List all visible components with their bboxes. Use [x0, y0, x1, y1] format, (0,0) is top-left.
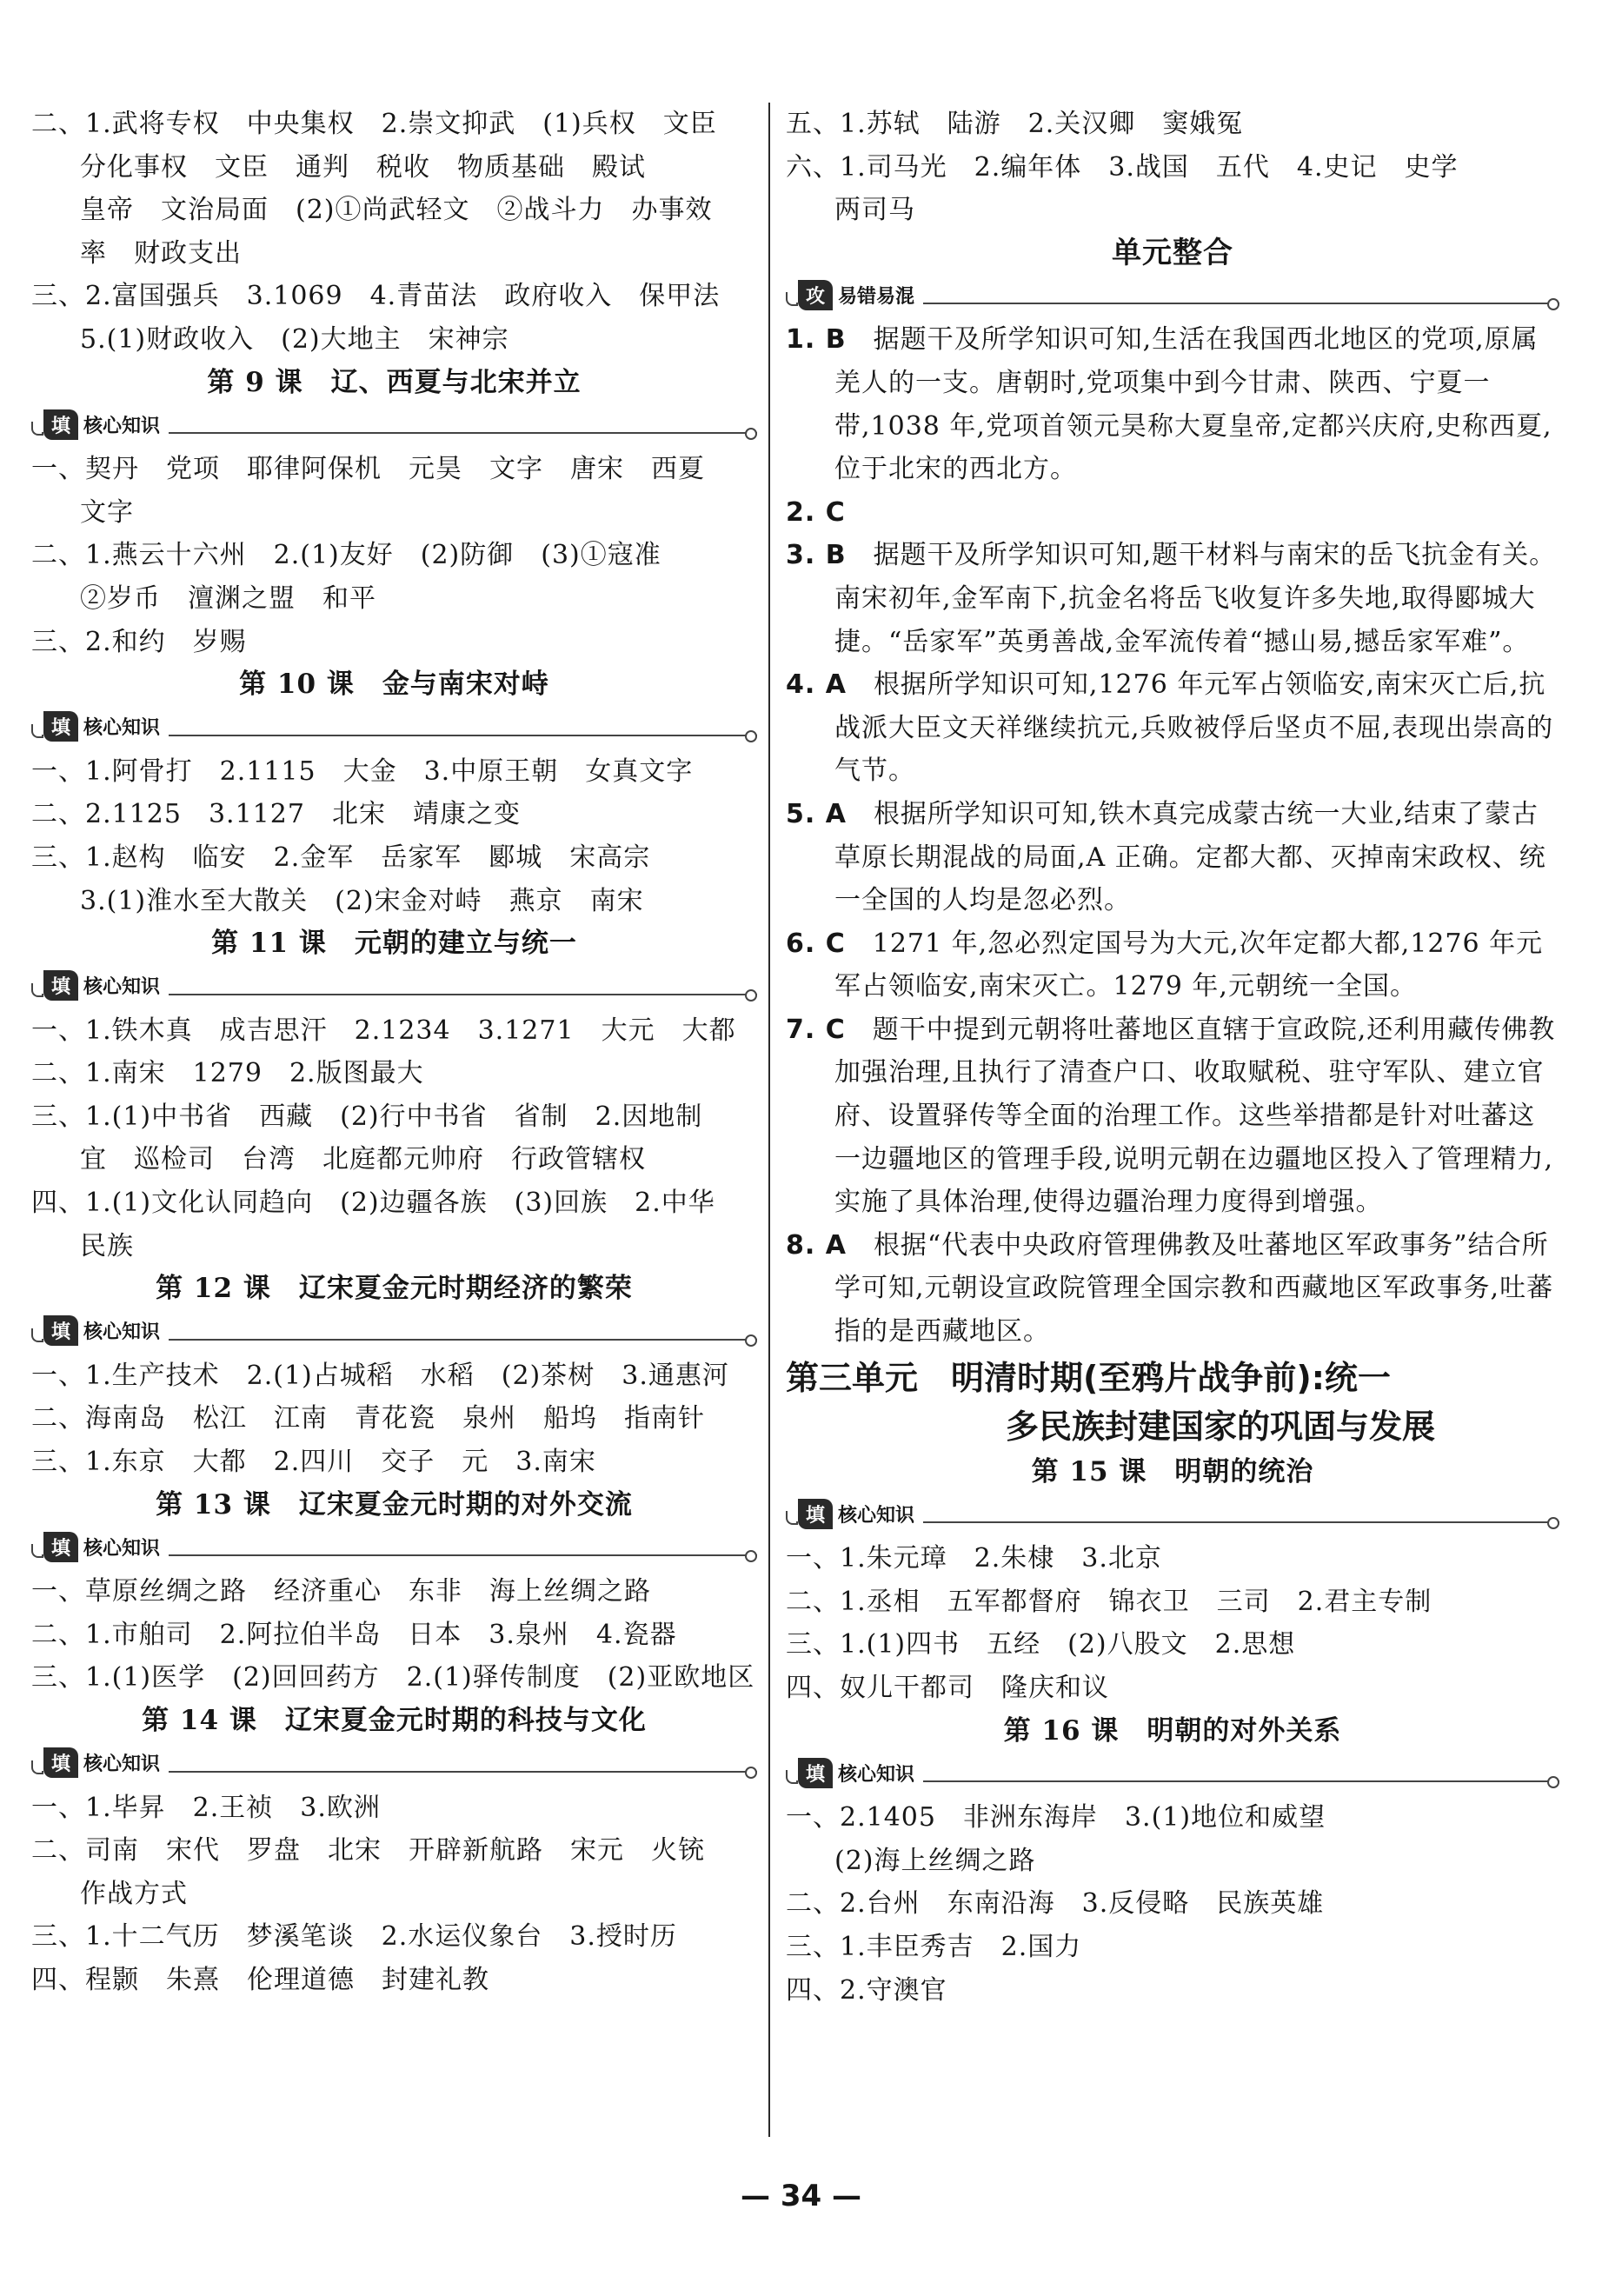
answer-line: (2)海上丝绸之路 [834, 1845, 1036, 1876]
answer-line: 四、1.(1)文化认同趋向 (2)边疆各族 (3)回族 2.中华 [31, 1188, 715, 1219]
answer-line: 六、1.司马光 2.编年体 3.战国 五代 4.史记 史学 [786, 151, 1459, 183]
answer-line: 三、1.(1)医学 (2)回回药方 2.(1)驿传制度 (2)亚欧地区 [31, 1662, 755, 1694]
answer-line: 三、2.富国强兵 3.1069 4.青苗法 政府收入 保甲法 [31, 281, 721, 312]
unit-3-title-line1: 第三单元 明清时期(至鸦片战争前):统一 [786, 1358, 1391, 1397]
explanation-item: 2. C [786, 496, 846, 528]
answer-line: 四、程颢 朱熹 伦理道德 封建礼教 [31, 1964, 489, 1995]
answer-line: 率 财政支出 [80, 237, 242, 269]
answer-line: 3.(1)淮水至大散关 (2)宋金对峙 燕京 南宋 [80, 885, 644, 916]
section-label [786, 1754, 1559, 1793]
label-text: 核心知识 [83, 1754, 161, 1776]
reform-answers [31, 103, 757, 362]
answer-line: 文字 [80, 496, 134, 528]
answer-line: 三、1.(1)中书省 西藏 (2)行中书省 省制 2.因地制 [31, 1101, 703, 1132]
answer-line: 一、1.朱元璋 2.朱棣 3.北京 [786, 1543, 1162, 1574]
label-badge: 填 [43, 711, 78, 742]
explanation-item: 1. B 据题干及所学知识可知,生活在我国西北地区的党项,原属羌人的一支。唐朝时,党项集中到今甘肃、陕西、宁夏一带,1038 年,党项首领元昊称大夏皇帝,定都兴庆府,史称西夏,位于北宋的西北方。 [786, 324, 1552, 485]
explanation-item: 5. A 根据所学知识可知,铁木真完成蒙古统一大业,结束了蒙古草原长期混战的局面,A 正确。定都大都、灭掉南宋政权、统一全国的人均是忽必烈。 [786, 798, 1546, 916]
section-label [31, 968, 757, 1006]
left-column [31, 103, 757, 2002]
answer-line: 四、2.守澳官 [786, 1974, 947, 2006]
lesson-16-title: 第 16 课 明朝的对外关系 [1003, 1714, 1342, 1747]
label-badge: 填 [43, 1532, 78, 1562]
answer-line: 作战方式 [80, 1878, 188, 1909]
answer-line: 三、1.赵构 临安 2.金军 岳家军 郾城 宋高宗 [31, 842, 651, 873]
answer-line: 三、1.东京 大都 2.四川 交子 元 3.南宋 [31, 1447, 596, 1478]
lesson-12-title: 第 12 课 辽宋夏金元时期经济的繁荣 [156, 1273, 633, 1305]
label-text: 核心知识 [83, 1321, 161, 1344]
answer-line: 五、1.苏轼 陆游 2.关汉卿 窦娥冤 [786, 109, 1244, 139]
answer-line: 一、1.铁木真 成吉思汗 2.1234 3.1271 大元 大都 [31, 1015, 736, 1046]
section-label [786, 276, 1559, 315]
label-text: 核心知识 [838, 1504, 915, 1527]
answer-line: 一、1.生产技术 2.(1)占城稻 水稻 (2)茶树 3.通惠河 [31, 1360, 729, 1391]
lesson-11-title: 第 11 课 元朝的建立与统一 [211, 928, 577, 960]
label-text: 核心知识 [83, 415, 161, 437]
column-divider [768, 103, 770, 2137]
section-label [31, 1745, 757, 1783]
label-text: 核心知识 [83, 1537, 161, 1560]
lesson-13-title: 第 13 课 辽宋夏金元时期的对外交流 [156, 1488, 633, 1521]
lesson-15-title: 第 15 课 明朝的统治 [1031, 1455, 1314, 1487]
answer-line: 三、1.(1)四书 五经 (2)八股文 2.思想 [786, 1629, 1296, 1660]
label-text: 易错易混 [838, 285, 915, 308]
answer-line: 一、2.1405 非洲东海岸 3.(1)地位和威望 [786, 1802, 1326, 1833]
answer-line: ②岁币 澶渊之盟 和平 [80, 582, 376, 614]
answer-line: 二、2.1125 3.1127 北宋 靖康之变 [31, 799, 521, 830]
label-badge: 填 [43, 970, 78, 1001]
answer-line: 二、1.丞相 五军都督府 锦衣卫 三司 2.君主专制 [786, 1586, 1432, 1617]
answer-line: 民族 [80, 1230, 134, 1261]
label-badge: 填 [798, 1758, 833, 1788]
section-label [31, 1528, 757, 1567]
right-column [786, 103, 1559, 2012]
answer-line: 二、1.南宋 1279 2.版图最大 [31, 1058, 424, 1089]
answer-line: 三、1.丰臣秀吉 2.国力 [786, 1931, 1082, 1962]
page-number: — 34 — [741, 2179, 861, 2213]
section-label [31, 709, 757, 747]
section-label [31, 1313, 757, 1351]
answer-line: 一、1.阿骨打 2.1115 大金 3.中原王朝 女真文字 [31, 755, 694, 787]
answer-line: 宜 巡检司 台湾 北庭都元帅府 行政管辖权 [80, 1144, 646, 1175]
label-badge: 填 [43, 1315, 78, 1346]
section-label [786, 1495, 1559, 1534]
answer-line: 三、2.和约 岁赐 [31, 626, 247, 657]
label-badge: 填 [798, 1499, 833, 1529]
answer-line: 二、司南 宋代 罗盘 北宋 开辟新航路 宋元 火铳 [31, 1835, 705, 1867]
explanation-item: 7. C 题干中提到元朝将吐蕃地区直辖于宣政院,还利用藏传佛教加强治理,且执行了清查户口、收取赋税、驻守军队、建立官府、设置驿传等全面的治理工作。这些举措都是针对吐蕃这一边疆地区的管理手段,说明元朝在边疆地区投入了管理精力,实施了具体治理,使得边疆治理力度得到增强。 [786, 1014, 1556, 1218]
lesson-14-title: 第 14 课 辽宋夏金元时期的科技与文化 [142, 1705, 647, 1736]
label-text: 核心知识 [83, 717, 161, 740]
answer-line: 皇帝 文治局面 (2)①尚武轻文 ②战斗力 办事效 [80, 195, 713, 226]
explanation-item: 3. B 据题干及所学知识可知,题干材料与南宋的岳飞抗金有关。南宋初年,金军南下,抗金名将岳飞收复许多失地,取得郾城大捷。“岳家军”英勇善战,金军流传着“撼山易,撼岳家军难”。 [786, 540, 1557, 657]
explanation-item: 8. A 根据“代表中央政府管理佛教及吐蕃地区军政事务”结合所学可知,元朝设宣政院管理全国宗教和西藏地区军政事务,吐蕃指的是西藏地区。 [786, 1229, 1554, 1348]
answer-line: 一、草原丝绸之路 经济重心 东非 海上丝绸之路 [31, 1576, 651, 1607]
answer-explanations [786, 318, 1559, 1353]
answer-line: 二、1.燕云十六州 2.(1)友好 (2)防御 (3)①寇准 [31, 540, 661, 571]
answer-line: 5.(1)财政收入 (2)大地主 宋神宗 [80, 323, 509, 355]
label-badge: 攻 [798, 280, 833, 310]
explanation-item: 4. A 根据所学知识可知,1276 年元军占领临安,南宋灭亡后,抗战派大臣文天祥继续抗元,兵败被俘后坚贞不屈,表现出崇高的气节。 [786, 669, 1554, 787]
answer-line: 二、海南岛 松江 江南 青花瓷 泉州 船坞 指南针 [31, 1403, 705, 1434]
unit-3-title [786, 1354, 1559, 1451]
answer-line: 一、1.毕昇 2.王祯 3.欧洲 [31, 1792, 381, 1823]
answer-line: 一、契丹 党项 耶律阿保机 元昊 文字 唐宋 西夏 [31, 454, 705, 485]
answer-line: 二、1.武将专权 中央集权 2.崇文抑武 (1)兵权 文臣 [31, 109, 717, 139]
label-text: 核心知识 [838, 1763, 915, 1786]
label-badge: 填 [43, 1747, 78, 1778]
explanation-item: 6. C 1271 年,忽必烈定国号为大元,次年定都大都,1276 年元军占领临安,南宋灭亡。1279 年,元朝统一全国。 [786, 928, 1544, 1002]
answer-line: 二、2.台州 东南沿海 3.反侵略 民族英雄 [786, 1888, 1325, 1920]
answer-line: 四、奴儿干都司 隆庆和议 [786, 1673, 1109, 1703]
answer-line: 二、1.市舶司 2.阿拉伯半岛 日本 3.泉州 4.瓷器 [31, 1619, 677, 1650]
answer-line: 分化事权 文臣 通判 税收 物质基础 殿试 [80, 151, 646, 183]
answer-line: 三、1.十二气历 梦溪笔谈 2.水运仪象台 3.授时历 [31, 1921, 677, 1953]
lesson-10-title: 第 10 课 金与南宋对峙 [239, 669, 549, 701]
lesson-9-title: 第 9 课 辽、西夏与北宋并立 [207, 366, 582, 398]
section-label [31, 406, 757, 444]
label-badge: 填 [43, 409, 78, 440]
answer-line: 两司马 [834, 195, 915, 226]
label-text: 核心知识 [83, 976, 161, 999]
unit-3-title-line2: 多民族封建国家的巩固与发展 [1005, 1407, 1435, 1446]
unit-review-title: 单元整合 [1112, 235, 1233, 270]
